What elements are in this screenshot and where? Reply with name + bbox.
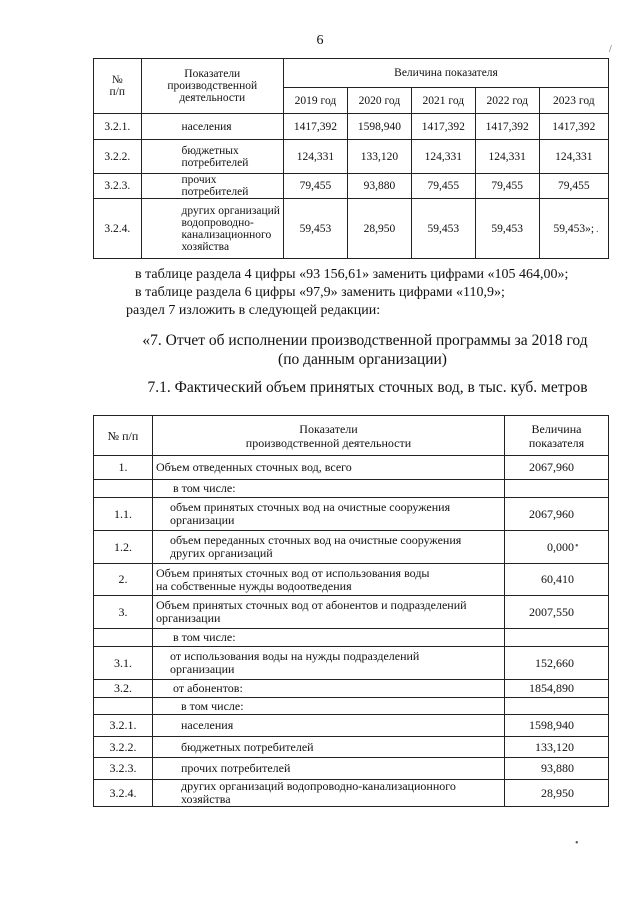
header-value: Величина показателя [505,416,609,456]
page-number: 6 [316,33,324,48]
row-label: Объем отведенных сточных вод, всего [153,456,505,480]
row-value: 93,880 [505,758,609,780]
row-value [505,698,609,715]
margin-mark: / [609,44,612,55]
row-value [505,629,609,647]
row-label: населения [141,114,284,140]
header-num: № п/п [94,59,142,114]
row-value: 133,120 [505,737,609,758]
row-value: 1417,392 [475,114,539,140]
row-num: 1. [94,456,153,480]
table-row [94,596,609,629]
row-num: 2. [94,564,153,596]
paragraph-1: в таблице раздела 4 цифры «93 156,61» заменить цифрами «105 464,00»; [135,267,569,282]
row-label: других организаций водопроводно-канализационного хозяйства [153,780,505,807]
table-row [94,480,609,498]
row-label: Объем принятых сточных вод от абонентов и подразделений организации [153,596,505,629]
row-value: 59,453 [411,199,475,259]
margin-mark: • [575,541,579,552]
table-row [94,199,609,259]
row-label: бюджетных потребителей [153,737,505,758]
row-value: 28,950 [347,199,411,259]
row-value: 60,410 [505,564,609,596]
header-indicator: Показатели производственной деятельности [141,59,284,114]
table-row [94,758,609,780]
row-label: от абонентов: [153,680,505,698]
table-row [94,698,609,715]
margin-mark: • [575,838,579,849]
row-value: 124,331 [475,140,539,174]
row-label: в том числе: [153,629,505,647]
table-row [94,715,609,737]
row-value: 133,120 [347,140,411,174]
section-7-subtitle: (по данным организации) [278,351,447,368]
table-row [94,737,609,758]
table-row [94,174,609,199]
row-value: 79,455 [475,174,539,199]
year-header: 2023 год [539,88,608,114]
row-num [94,629,153,647]
row-num: 3.2.2. [94,737,153,758]
table-production-indicators-forecast [93,58,609,259]
row-value: 59,453 [475,199,539,259]
row-num: 3.2.3. [94,174,142,199]
year-header: 2021 год [411,88,475,114]
row-value: 1417,392 [539,114,608,140]
section-7-1-title: 7.1. Фактический объем принятых сточных вод, в тыс. куб. метров [147,379,588,396]
row-label: прочих потребителей [153,758,505,780]
row-label: объем принятых сточных вод на очистные сооружения организации [153,498,505,531]
paragraph-2: в таблице раздела 6 цифры «97,9» заменить цифрами «110,9»; [135,285,505,300]
table-row [94,531,609,564]
year-header: 2022 год [475,88,539,114]
row-value: 1598,940 [505,715,609,737]
row-label: объем переданных сточных вод на очистные сооружения других организаций [153,531,505,564]
row-num: 3.2.4. [94,199,142,259]
row-value: 79,455 [539,174,608,199]
row-value: 1417,392 [411,114,475,140]
row-num [94,480,153,498]
table-row [94,680,609,698]
row-value: 59,453 [284,199,348,259]
table-row [94,498,609,531]
header-value: Величина показателя [284,59,609,88]
row-value: 1417,392 [284,114,348,140]
row-value: 124,331 [539,140,608,174]
row-value [505,480,609,498]
row-value: 59,453»; [539,199,608,259]
row-label: прочих потребителей [141,174,284,199]
row-label: населения [153,715,505,737]
row-value: 79,455 [284,174,348,199]
row-num: 3.2.2. [94,140,142,174]
year-header: 2020 год [347,88,411,114]
row-value: 79,455 [411,174,475,199]
row-label: бюджетных потребителей [141,140,284,174]
table-row [94,564,609,596]
section-7-title: «7. Отчет об исполнении производственной программы за 2018 год [142,332,588,349]
row-num [94,698,153,715]
row-num: 1.1. [94,498,153,531]
row-num: 3.2.4. [94,780,153,807]
row-label: от использования воды на нужды подразделений организации [153,647,505,680]
row-value: 2067,960 [505,498,609,531]
margin-mark: . [596,224,599,235]
row-label: других организаций водопроводно- канализационного хозяйства [141,199,284,259]
row-num: 3.1. [94,647,153,680]
row-num: 3.2.3. [94,758,153,780]
header-indicator: Показатели производственной деятельности [153,416,505,456]
row-value: 152,660 [505,647,609,680]
row-label: Объем принятых сточных вод от использования воды на собственные нужды водоотведения [153,564,505,596]
row-label: в том числе: [153,698,505,715]
row-num: 3.2.1. [94,715,153,737]
row-value: 1854,890 [505,680,609,698]
table-row [94,114,609,140]
paragraph-3: раздел 7 изложить в следующей редакции: [126,303,381,318]
table-row [94,629,609,647]
header-num: № п/п [94,416,153,456]
year-header: 2019 год [284,88,348,114]
row-value: 1598,940 [347,114,411,140]
row-value: 124,331 [411,140,475,174]
row-value: 93,880 [347,174,411,199]
row-num: 1.2. [94,531,153,564]
row-num: 3.2. [94,680,153,698]
row-label: в том числе: [153,480,505,498]
row-value: 28,950 [505,780,609,807]
row-value: 0,000 [505,531,609,564]
table-wastewater-volume [93,415,609,807]
row-value: 2067,960 [505,456,609,480]
row-value: 124,331 [284,140,348,174]
row-num: 3. [94,596,153,629]
table-row [94,456,609,480]
row-num: 3.2.1. [94,114,142,140]
table-row [94,647,609,680]
table-row [94,140,609,174]
table-row [94,780,609,807]
row-value: 2007,550 [505,596,609,629]
